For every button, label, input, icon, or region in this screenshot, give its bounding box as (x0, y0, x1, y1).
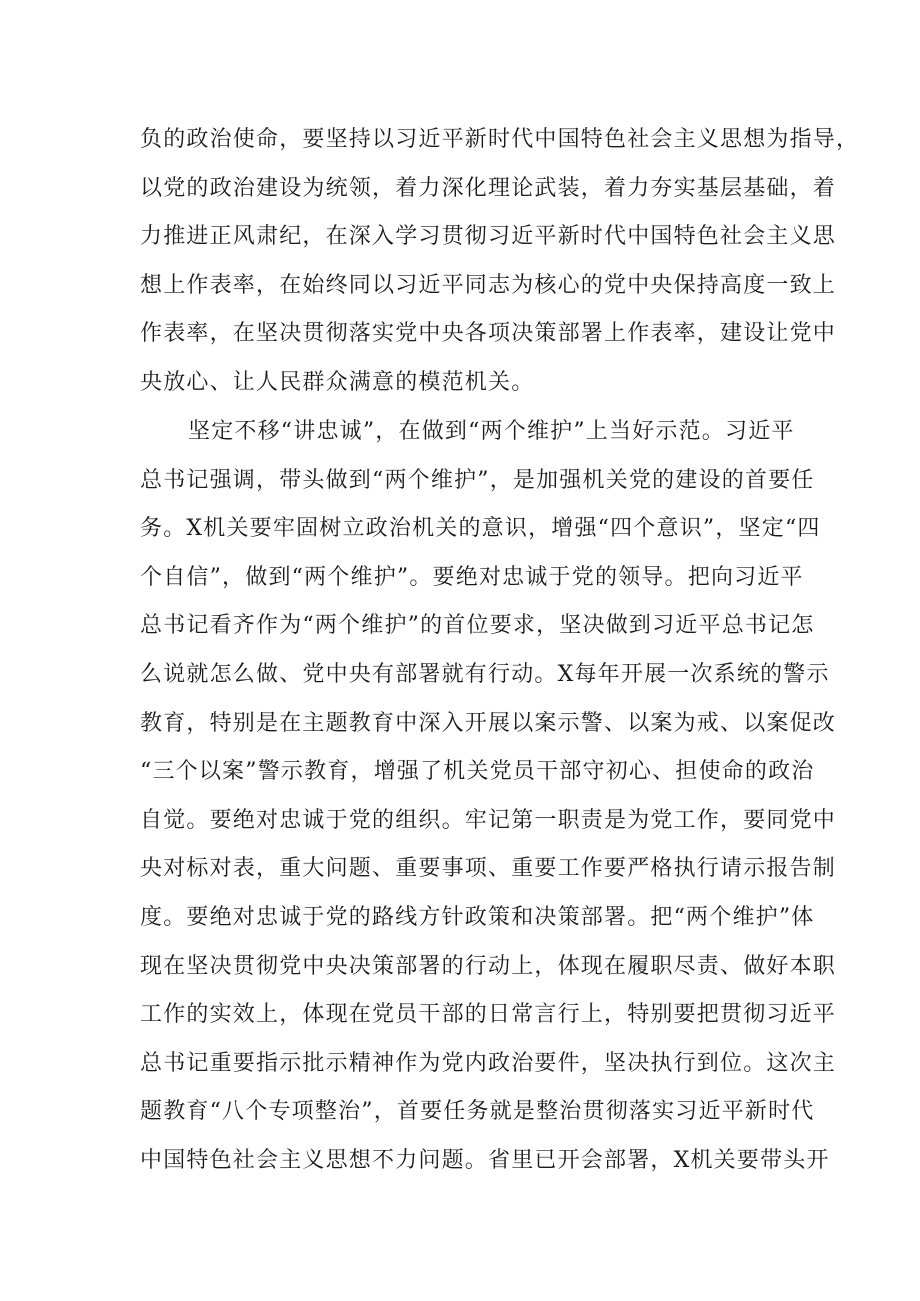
text-line: 么说就怎么做、党中央有部署就有行动。X每年开展一次系统的警示 (140, 661, 830, 687)
text-line: 个自信”，做到“两个维护”。要绝对忠诚于党的领导。把向习近平 (140, 564, 804, 590)
text-line: 央对标对表，重大问题、重要事项、重要工作要严格执行请示报告制 (140, 856, 837, 882)
text-line: 现在坚决贯彻党中央决策部署的行动上，体现在履职尽责、做好本职 (140, 953, 837, 979)
paragraph-1 (140, 116, 860, 408)
text-line: 想上作表率，在始终同以习近平同志为核心的党中央保持高度一致上 (140, 272, 837, 298)
text-line: 力推进正风肃纪，在深入学习贯彻习近平新时代中国特色社会主义思 (140, 224, 837, 250)
text-line: “三个以案”警示教育，增强了机关党员干部守初心、担使命的政治 (140, 759, 815, 785)
text-line: 工作的实效上，体现在党员干部的日常言行上，特别要把贯彻习近平 (140, 1002, 837, 1028)
text-line: 中国特色社会主义思想不力问题。省里已开会部署，X机关要带头开 (140, 1147, 830, 1173)
text-line: 央放心、让人民群众满意的模范机关。 (140, 369, 535, 395)
text-line: 题教育“八个专项整治”，首要任务就是整治贯彻落实习近平新时代 (140, 1099, 815, 1125)
paragraph-2 (140, 408, 837, 1186)
text-line: 总书记强调，带头做到“两个维护”，是加强机关党的建设的首要任 (140, 467, 815, 493)
text-line: 教育，特别是在主题教育中深入开展以案示警、以案为戒、以案促改 (140, 710, 837, 736)
text-line-first: 坚定不移“讲忠诚”，在做到“两个维护”上当好示范。习近平 (188, 419, 795, 444)
text-line: 作表率，在坚决贯彻落实党中央各项决策部署上作表率，建设让党中 (140, 321, 837, 347)
text-line: 总书记看齐作为“两个维护”的首位要求，坚决做到习近平总书记怎 (140, 613, 815, 639)
text-line: 总书记重要指示批示精神作为党内政治要件，坚决执行到位。这次主 (140, 1050, 837, 1076)
text-line: 度。要绝对忠诚于党的路线方针政策和决策部署。把“两个维护”体 (140, 904, 815, 930)
text-line: 以党的政治建设为统领，着力深化理论武装，着力夯实基层基础，着 (140, 175, 837, 201)
text-line: 务。X机关要牢固树立政治机关的意识，增强“四个意识”，坚定“四 (140, 516, 821, 542)
text-line: 自觉。要绝对忠诚于党的组织。牢记第一职责是为党工作，要同党中 (140, 807, 837, 833)
text-line: 负的政治使命，要坚持以习近平新时代中国特色社会主义思想为指导， (140, 127, 860, 152)
